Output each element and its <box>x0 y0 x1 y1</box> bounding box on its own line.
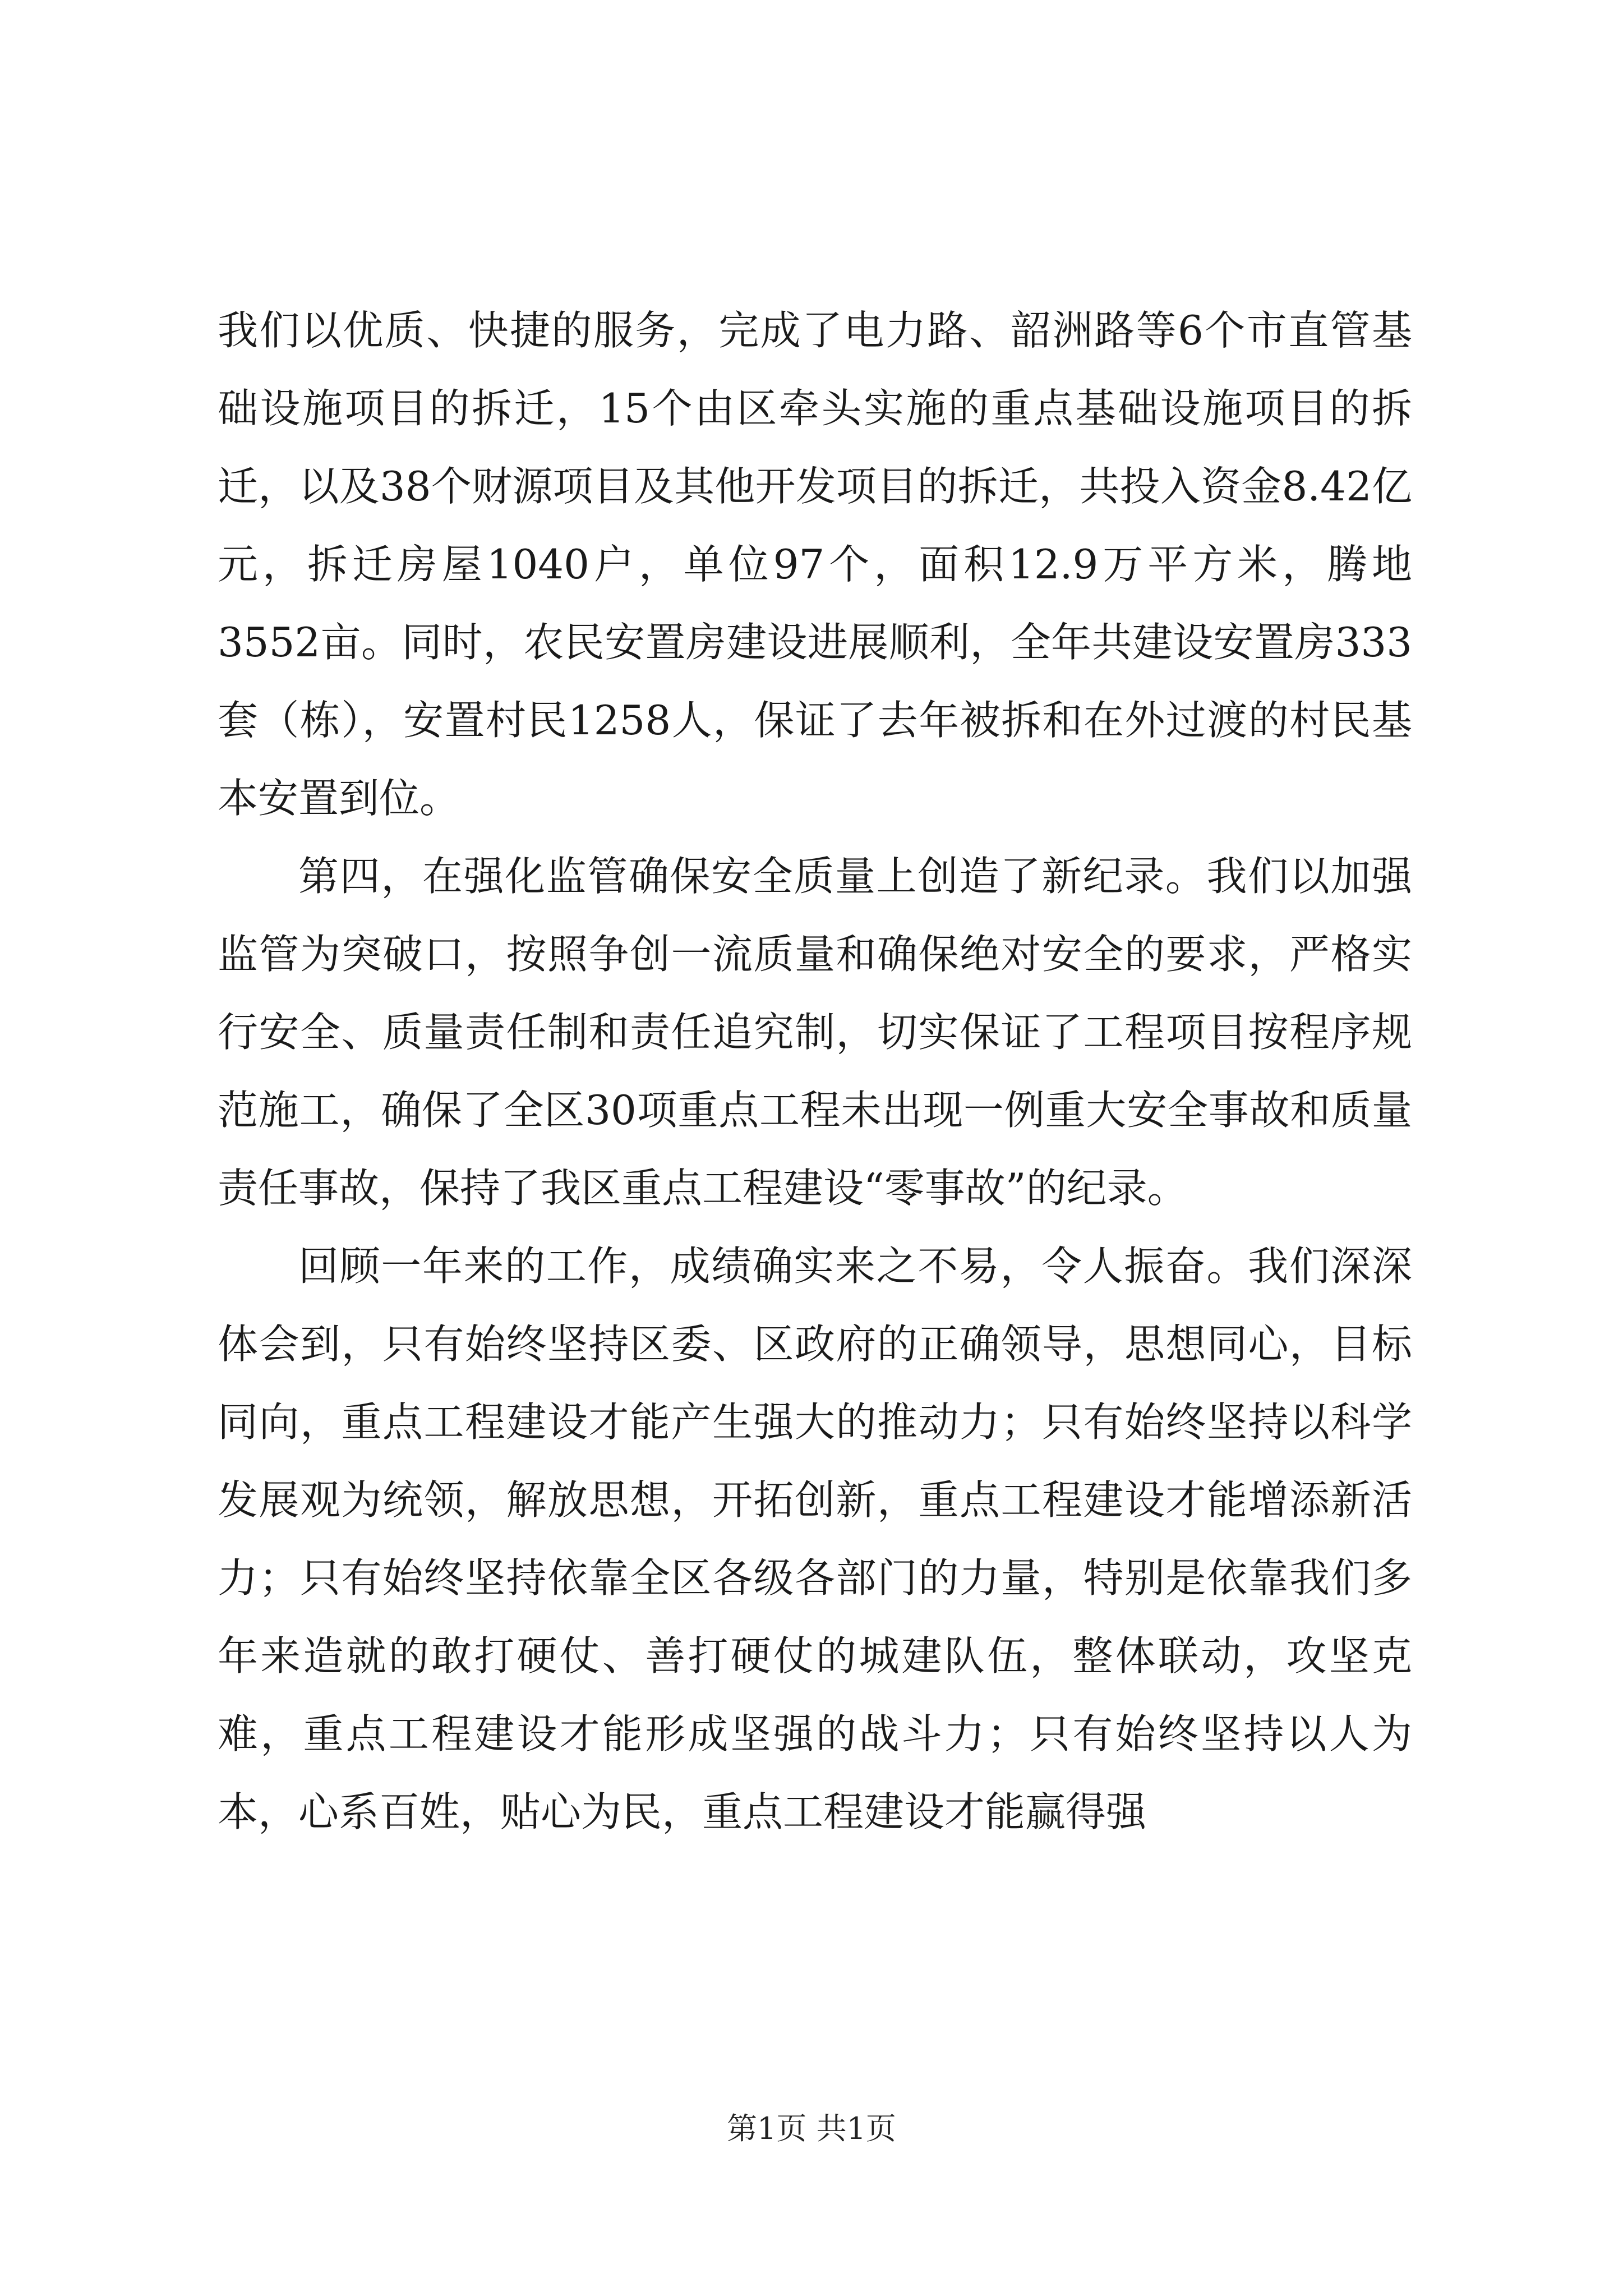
paragraph-1: 我们以优质、快捷的服务，完成了电力路、韶洲路等6个市直管基础设施项目的拆迁，15个由区牵头实施的重点基础设施项目的拆迁，以及38个财源项目及其他开发项目的拆迁，共投入资金8.42亿元，拆迁房屋1040户，单位97个，面积12.9万平方米，腾地3552亩。同时，农民安置房建设进展顺利，全年共建设安置房333套（栋），安置村民1258人，保证了去年被拆和在外过渡的村民基本安置到位。 <box>218 307 1412 822</box>
page-number-footer: 第1页 共1页 <box>727 2111 896 2146</box>
paragraph-2: 第四，在强化监管确保安全质量上创造了新纪录。我们以加强监管为突破口，按照争创一流质量和确保绝对安全的要求，严格实行安全、质量责任制和责任追究制，切实保证了工程项目按程序规范施工，确保了全区30项重点工程未出现一例重大安全事故和质量责任事故，保持了我区重点工程建设“零事故”的纪录。 <box>218 853 1412 1212</box>
paragraph-3: 回顾一年来的工作，成绩确实来之不易，令人振奋。我们深深体会到，只有始终坚持区委、区政府的正确领导，思想同心，目标同向，重点工程建设才能产生强大的推动力；只有始终坚持以科学发展观为统领，解放思想，开拓创新，重点工程建设才能增添新活力；只有始终坚持依靠全区各级各部门的力量，特别是依靠我们多年来造就的敢打硬仗、善打硬仗的城建队伍，整体联动，攻坚克难，重点工程建设才能形成坚强的战斗力；只有始终坚持以人为本，心系百姓，贴心为民，重点工程建设才能赢得强 <box>218 1243 1412 1835</box>
body-text <box>218 292 1412 1851</box>
